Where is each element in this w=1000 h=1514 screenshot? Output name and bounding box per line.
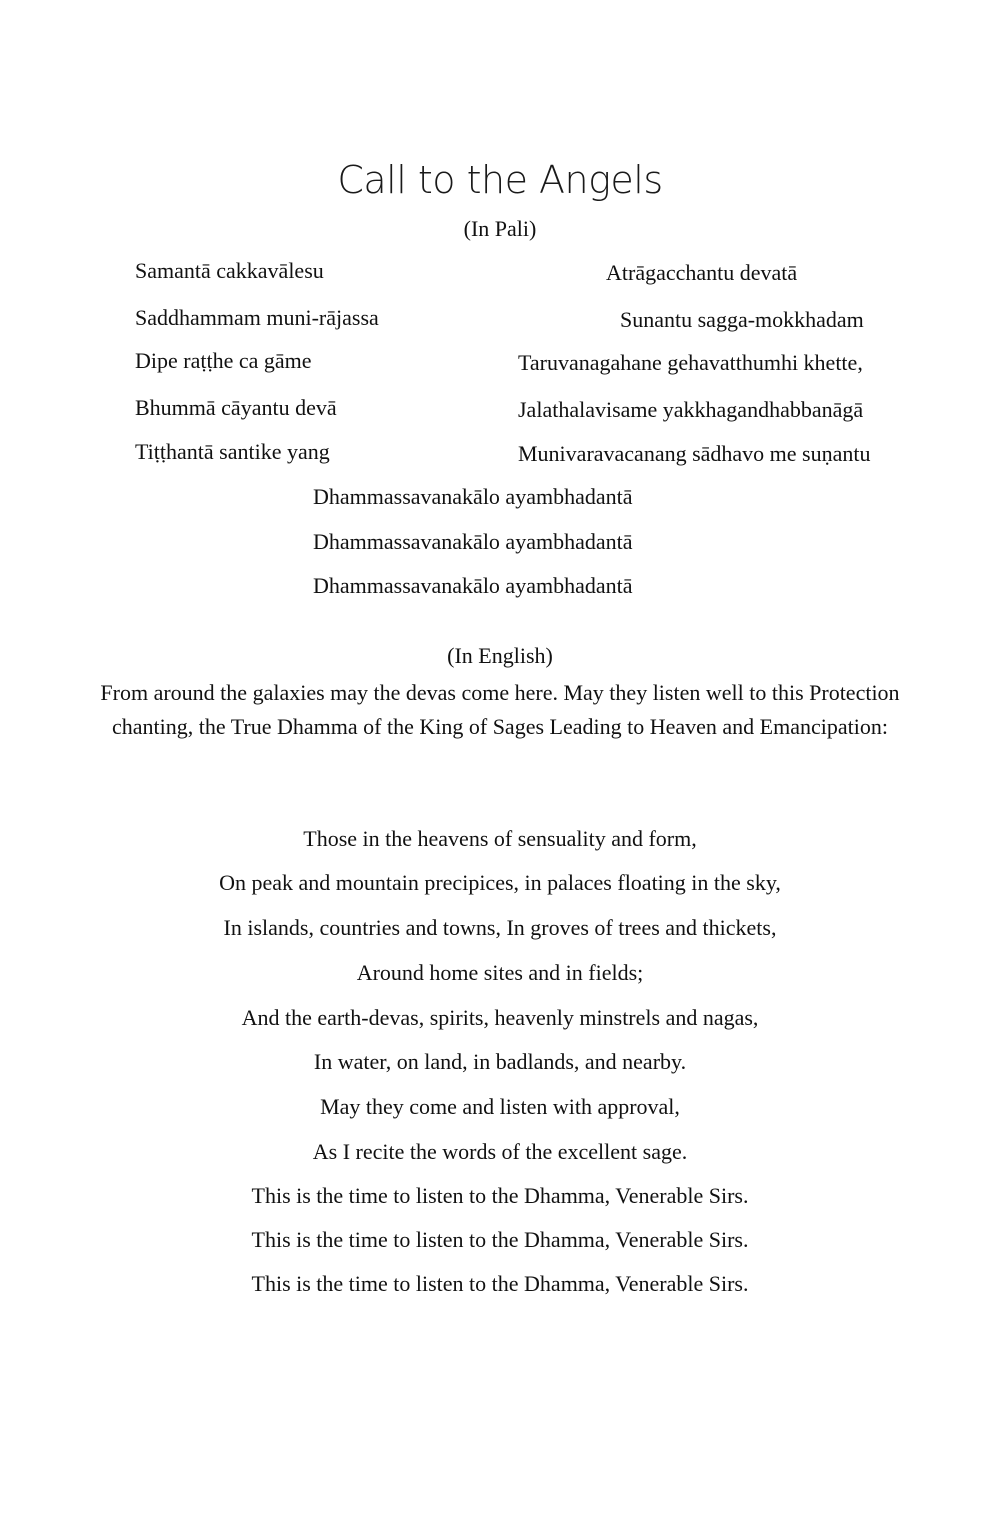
pali-left-line: Tiṭṭhantā santike yang	[135, 439, 330, 464]
english-verse-line: May they come and listen with approval,	[320, 1094, 680, 1119]
pali-chorus-line: Dhammassavanakālo ayambhadantā	[313, 529, 633, 554]
pali-left-line: Bhummā cāyantu devā	[135, 395, 337, 420]
english-verse-line: On peak and mountain precipices, in palaces floating in the sky,	[219, 870, 781, 895]
pali-left-line: Samantā cakkavālesu	[135, 258, 324, 283]
pali-right-line: Munivaravacanang sādhavo me suṇantu	[518, 441, 871, 466]
pali-right-line: Taruvanagahane gehavatthumhi khette,	[518, 350, 863, 375]
pali-right-line: Sunantu sagga-mokkhadam	[620, 307, 864, 332]
english-verse-line: And the earth-devas, spirits, heavenly minstrels and nagas,	[241, 1005, 759, 1030]
english-verse-line: As I recite the words of the excellent sage.	[312, 1139, 688, 1164]
english-verse-line: This is the time to listen to the Dhamma, Venerable Sirs.	[251, 1183, 749, 1208]
pali-right-line: Jalathalavisame yakkhagandhabbanāgā	[518, 397, 864, 422]
english-verse-line: Around home sites and in fields;	[356, 960, 644, 985]
english-intro-paragraph: From around the galaxies may the devas come here. May they listen well to this Protection chanting, the True Dhamma of the King of Sages Leading to Heaven and Emancipation:	[100, 680, 900, 739]
english-verse-line: Those in the heavens of sensuality and form,	[303, 826, 697, 851]
english-verse-line: This is the time to listen to the Dhamma, Venerable Sirs.	[251, 1227, 749, 1252]
pali-chorus-line: Dhammassavanakālo ayambhadantā	[313, 573, 633, 598]
pali-chorus-line: Dhammassavanakālo ayambhadantā	[313, 484, 633, 509]
english-heading: (In English)	[447, 643, 553, 668]
english-verse-line: This is the time to listen to the Dhamma, Venerable Sirs.	[251, 1271, 749, 1296]
pali-left-line: Saddhammam muni-rājassa	[135, 305, 379, 330]
english-verse-line: In islands, countries and towns, In groves of trees and thickets,	[223, 915, 777, 940]
pali-heading: (In Pali)	[463, 216, 537, 241]
pali-left-line: Dipe raṭṭhe ca gāme	[135, 348, 312, 373]
english-verse-line: In water, on land, in badlands, and nearby.	[313, 1049, 687, 1074]
pali-right-line: Atrāgacchantu devatā	[606, 260, 798, 285]
page-title: Call to the Angels	[337, 158, 663, 202]
